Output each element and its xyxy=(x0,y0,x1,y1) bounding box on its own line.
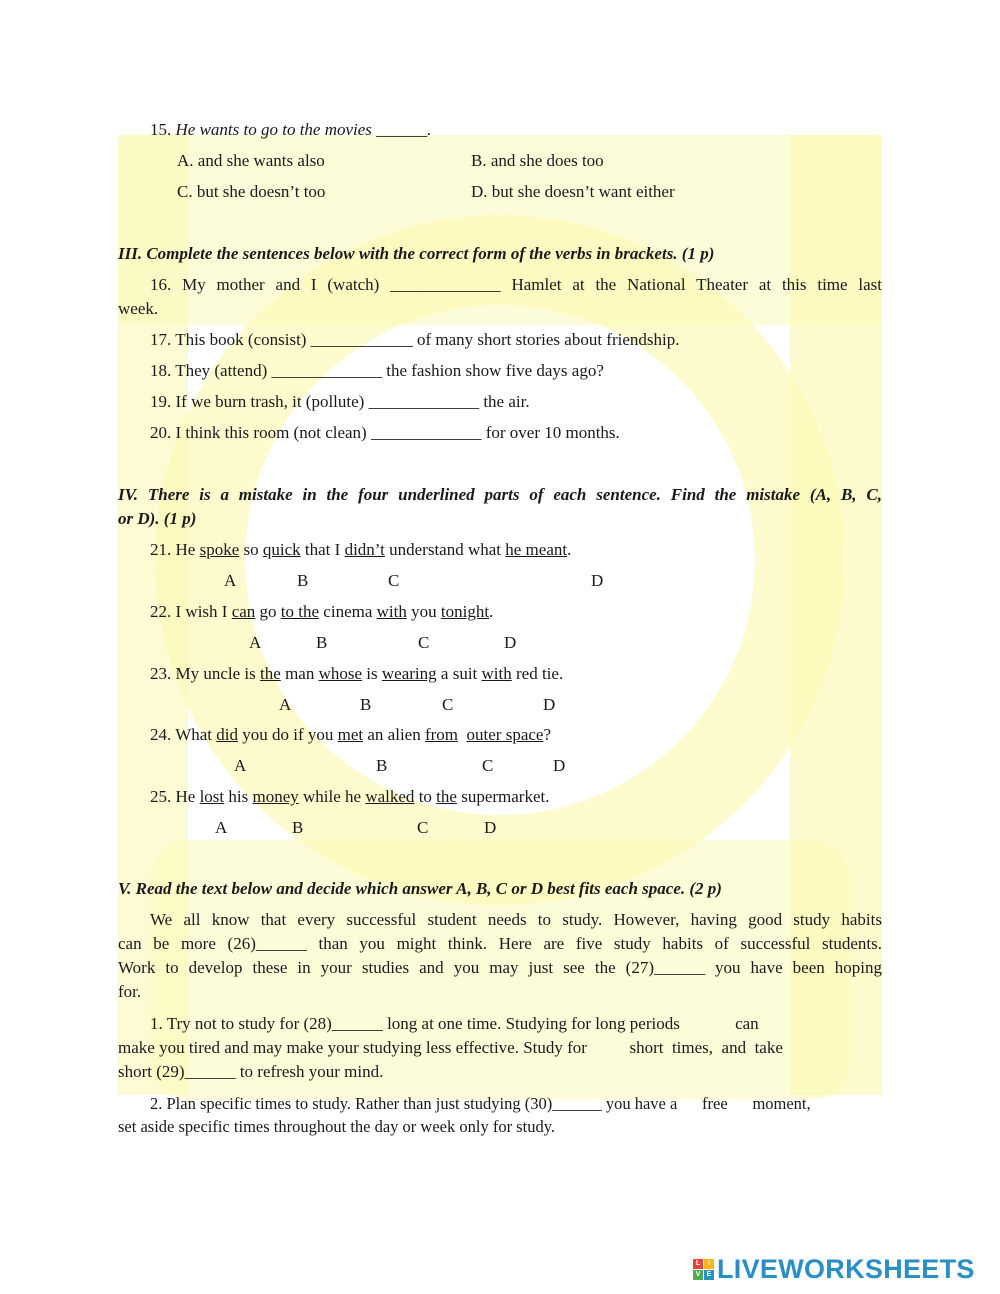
question-21: 21. He spoke so quick that I didn’t understand what he meant. xyxy=(150,540,572,559)
letter-c[interactable]: C xyxy=(417,818,429,837)
section-4-heading-line1: IV. There is a mistake in the four underlined parts of each sentence. Find the mistake (A, B, C, xyxy=(118,485,882,504)
logo-tag-icon: L I V E xyxy=(693,1259,714,1280)
letter-d[interactable]: D xyxy=(543,695,556,714)
letter-b[interactable]: B xyxy=(316,633,328,652)
letter-b[interactable]: B xyxy=(376,756,388,775)
question-22: 22. I wish I can go to the cinema with you tonight. xyxy=(150,602,494,621)
letter-c[interactable]: C xyxy=(442,695,454,714)
question-16-line2: week. xyxy=(118,299,159,318)
letter-d[interactable]: D xyxy=(553,756,566,775)
letter-b[interactable]: B xyxy=(297,571,309,590)
reading-p2-line3: short (29)______ to refresh your mind. xyxy=(118,1062,384,1081)
letter-d[interactable]: D xyxy=(484,818,497,837)
letter-a[interactable]: A xyxy=(215,818,228,837)
question-16-line1: 16. My mother and I (watch) _____________ Hamlet at the National Theater at this time last xyxy=(150,275,882,294)
reading-p1-line2: can be more (26)______ than you might think. Here are five study habits of successful students. xyxy=(118,934,882,953)
question-19: 19. If we burn trash, it (pollute) _____________ the air. xyxy=(150,392,530,411)
option-15-b[interactable]: B. and she does too xyxy=(471,151,604,170)
letter-a[interactable]: A xyxy=(279,695,292,714)
question-20: 20. I think this room (not clean) _____________ for over 10 months. xyxy=(150,423,620,442)
question-17: 17. This book (consist) ____________ of many short stories about friendship. xyxy=(150,330,680,349)
letter-a[interactable]: A xyxy=(224,571,237,590)
option-15-a[interactable]: A. and she wants also xyxy=(177,151,325,170)
reading-p1-line4: for. xyxy=(118,982,142,1001)
reading-p2-line2: make you tired and may make your studying less effective. Study for short times, and take xyxy=(118,1038,783,1057)
section-4-heading-line2: or D). (1 p) xyxy=(118,509,197,528)
letter-d[interactable]: D xyxy=(591,571,604,590)
option-15-d[interactable]: D. but she doesn’t want either xyxy=(471,182,675,201)
question-15-stem: 15. He wants to go to the movies ______. xyxy=(150,120,432,139)
reading-p2-line1: 1. Try not to study for (28)______ long at one time. Studying for long periods can xyxy=(150,1014,759,1033)
letter-d[interactable]: D xyxy=(504,633,517,652)
reading-p3-line1: 2. Plan specific times to study. Rather than just studying (30)______ you have a free moment, xyxy=(150,1094,811,1113)
reading-p3-line2: set aside specific times throughout the day or week only for study. xyxy=(118,1117,555,1136)
section-3-heading: III. Complete the sentences below with the correct form of the verbs in brackets. (1 p) xyxy=(118,244,715,263)
question-24: 24. What did you do if you met an alien from outer space? xyxy=(150,725,552,744)
reading-p1-line3: Work to develop these in your studies and you may just see the (27)______ you have been hoping xyxy=(118,958,882,977)
letter-c[interactable]: C xyxy=(482,756,494,775)
letter-c[interactable]: C xyxy=(388,571,400,590)
reading-p1-line1: We all know that every successful student needs to study. However, having good study habits xyxy=(150,910,882,929)
question-23: 23. My uncle is the man whose is wearing a suit with red tie. xyxy=(150,664,564,683)
letter-b[interactable]: B xyxy=(360,695,372,714)
letter-a[interactable]: A xyxy=(249,633,262,652)
option-15-c[interactable]: C. but she doesn’t too xyxy=(177,182,326,201)
question-18: 18. They (attend) _____________ the fashion show five days ago? xyxy=(150,361,604,380)
letter-c[interactable]: C xyxy=(418,633,430,652)
question-25: 25. He lost his money while he walked to the supermarket. xyxy=(150,787,550,806)
logo-wordmark: LIVEWORKSHEETS xyxy=(717,1253,975,1284)
section-5-heading: V. Read the text below and decide which answer A, B, C or D best fits each space. (2 p) xyxy=(118,879,722,898)
liveworksheets-logo[interactable] xyxy=(693,1254,975,1284)
letter-b[interactable]: B xyxy=(292,818,304,837)
letter-a[interactable]: A xyxy=(234,756,247,775)
